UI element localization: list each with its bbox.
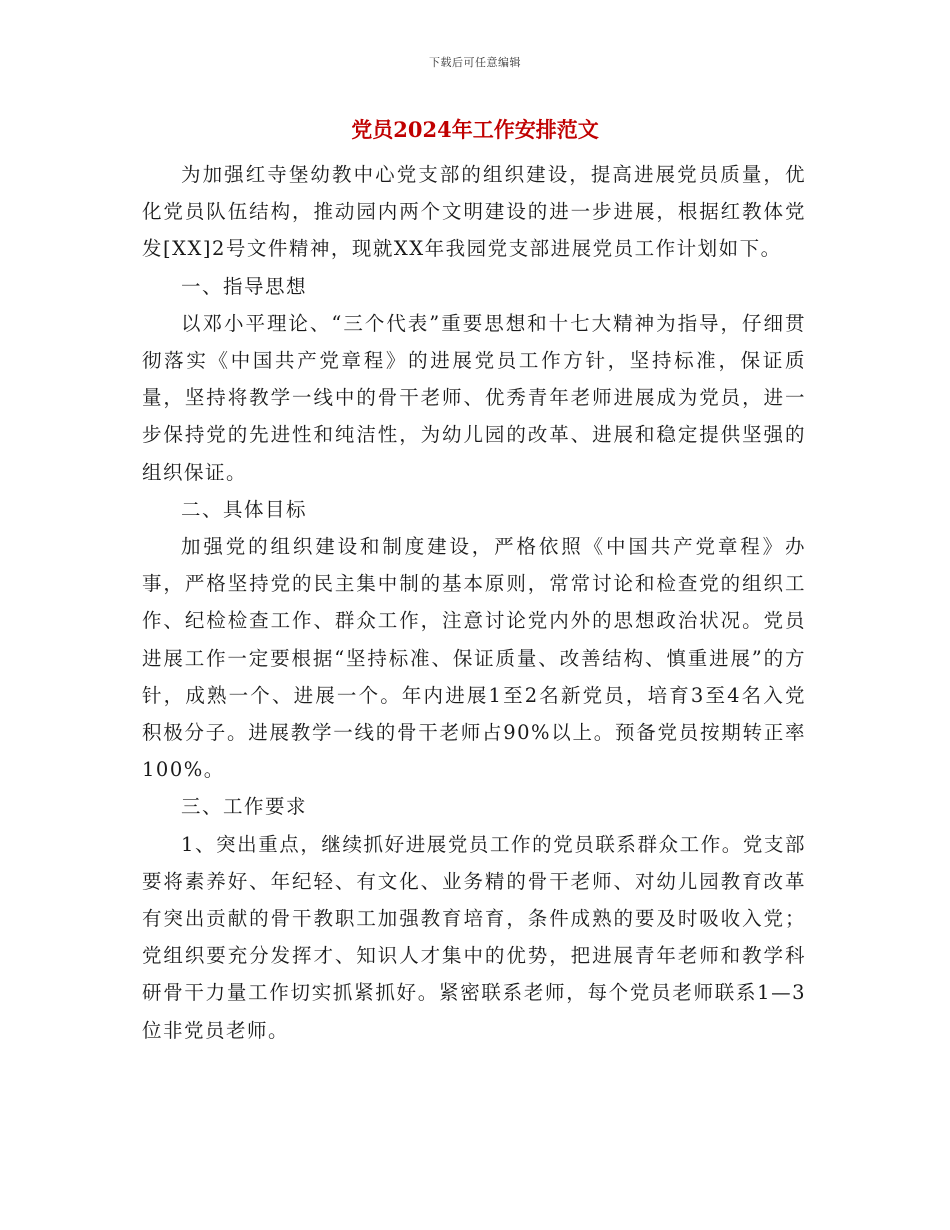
- intro-paragraph: 为加强红寺堡幼教中心党支部的组织建设，提高进展党员质量，优化党员队伍结构，推动园内两个文明建设的进一步进展，根据红教体党发[XX]2号文件精神，现就XX年我园党支部进展党员工作计划如下。: [142, 163, 806, 261]
- specific-goals-paragraph: 加强党的组织建设和制度建设，严格依照《中国共产党章程》办事，严格坚持党的民主集中制的基本原则，常常讨论和检查党的组织工作、纪检检查工作、群众工作，注意讨论党内外的思想政治状况。党员进展工作一定要根据“坚持标准、保证质量、改善结构、慎重进展”的方针，成熟一个、进展一个。年内进展1至2名新党员，培育3至4名入党积极分子。进展教学一线的骨干老师占90%以上。预备党员按期转正率100%。: [142, 535, 806, 782]
- work-requirements-paragraph: 1、突出重点，继续抓好进展党员工作的党员联系群众工作。党支部要将素养好、年纪轻、有文化、业务精的骨干老师、对幼儿园教育改革有突出贡献的骨干教职工加强教育培育，条件成熟的要及时吸收入党；党组织要充分发挥才、知识人才集中的优势，把进展青年老师和教学科研骨干力量工作切实抓紧抓好。紧密联系老师，每个党员老师联系1—3位非党员老师。: [142, 832, 806, 1042]
- guiding-ideology-paragraph: 以邓小平理论、“三个代表”重要思想和十七大精神为指导，仔细贯彻落实《中国共产党章程》的进展党员工作方针，坚持标准，保证质量，坚持将教学一线中的骨干老师、优秀青年老师进展成为党员，进一步保持党的先进性和纯洁性，为幼儿园的改革、进展和稳定提供坚强的组织保证。: [142, 311, 806, 484]
- section-heading-guiding-ideology: 一、指导思想: [181, 274, 308, 298]
- section-heading-work-requirements: 三、工作要求: [181, 795, 308, 819]
- section-heading-specific-goals: 二、具体目标: [181, 497, 308, 521]
- document-title: 党员2024年工作安排范文: [351, 117, 599, 142]
- document-body: [142, 156, 806, 1049]
- header-note: 下载后可任意编辑: [429, 56, 521, 69]
